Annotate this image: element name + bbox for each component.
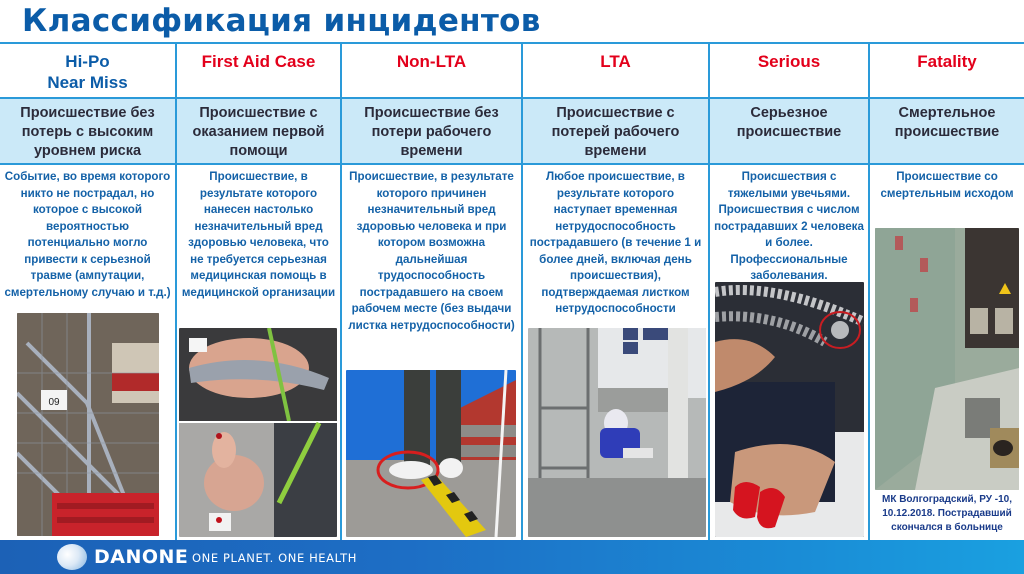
page-title: Классификация инцидентов (22, 3, 541, 39)
description-text: Происшествие со смертельным исходом (880, 170, 1014, 200)
brand-slogan: ONE PLANET. ONE HEALTH (192, 551, 357, 565)
category-label-line2: Near Miss (47, 73, 128, 92)
column-hipo-near-miss (0, 44, 177, 542)
hand-chain-illustration (715, 282, 864, 537)
photo-caption: МК Волгоградский, РУ -10, 10.12.2018. Пострадавший скончался в больнице (881, 494, 1013, 533)
category-label-line1: Hi-Po (65, 52, 110, 71)
footer-bar (0, 540, 1024, 574)
definition-cell: Происшествие без потерь с высоким уровнем риска (0, 99, 175, 165)
description-text: Событие, во время которого никто не пострадал, но которое с высокой вероятностью потенциально могло привести к серьезной травме (ампутации, смертельному случаю и т.д.) (4, 170, 171, 299)
incident-classification-table (0, 42, 1024, 540)
description-text: Происшествия с тяжелыми увечьями. Происшествия с числом пострадавших 2 человека и более. Профессиональные заболевания. (714, 170, 864, 282)
column-serious (710, 44, 870, 542)
category-header: First Aid Case (177, 44, 340, 99)
category-header: Fatality (870, 44, 1024, 99)
category-header: LTA (523, 44, 708, 99)
category-header (0, 44, 175, 99)
description-text: Происшествие, в результате которого нанесен настолько незначительный вред здоровью человека, что не требуется серьезная медицинская помощь в медицинской организации (181, 170, 336, 299)
definition-cell: Серьезное происшествие (710, 99, 868, 165)
brand-name: DANONE (94, 546, 189, 568)
definition-cell: Происшествие с оказанием первой помощи (177, 99, 340, 165)
warehouse-damaged-cage-photo (17, 313, 159, 536)
definition-cell: Происшествие с потерей рабочего времени (523, 99, 708, 165)
switchroom-illustration (875, 228, 1019, 490)
column-non-lta (342, 44, 523, 542)
cage-number-label: 09 (48, 397, 60, 408)
category-header: Non-LTA (342, 44, 521, 99)
column-fatality (870, 44, 1024, 542)
finger-injury-illustration (179, 328, 337, 537)
description-text: Любое происшествие, в результате которого наступает временная нетрудоспособность пострадавшего (в течение 1 и более дней, включая день происшествия), подтверждаемая листком нетрудоспособности (529, 170, 702, 315)
category-header: Serious (710, 44, 868, 99)
cage-illustration (17, 313, 159, 536)
definition-cell: Происшествие без потери рабочего времени (342, 99, 521, 165)
chain-hand-injury-photo (715, 282, 864, 537)
column-lta (523, 44, 710, 542)
stairs-illustration (346, 370, 516, 537)
electrical-switchroom-photo (875, 228, 1019, 490)
danone-logo-icon (57, 544, 87, 570)
stairs-foot-trip-photo (346, 370, 516, 537)
description-text: Происшествие, в результате которого причинен незначительный вред здоровью человека и при котором возможна дальнейшая трудоспособность пострадавшего на своем рабочем месте (без выдачи листка нетрудоспособности) (348, 170, 515, 332)
finger-cut-knife-photo (179, 328, 337, 537)
fallen-worker-illustration (528, 328, 706, 537)
worker-fallen-cctv-photo (528, 328, 706, 537)
definition-cell: Смертельное происшествие (870, 99, 1024, 165)
column-first-aid-case (177, 44, 342, 542)
